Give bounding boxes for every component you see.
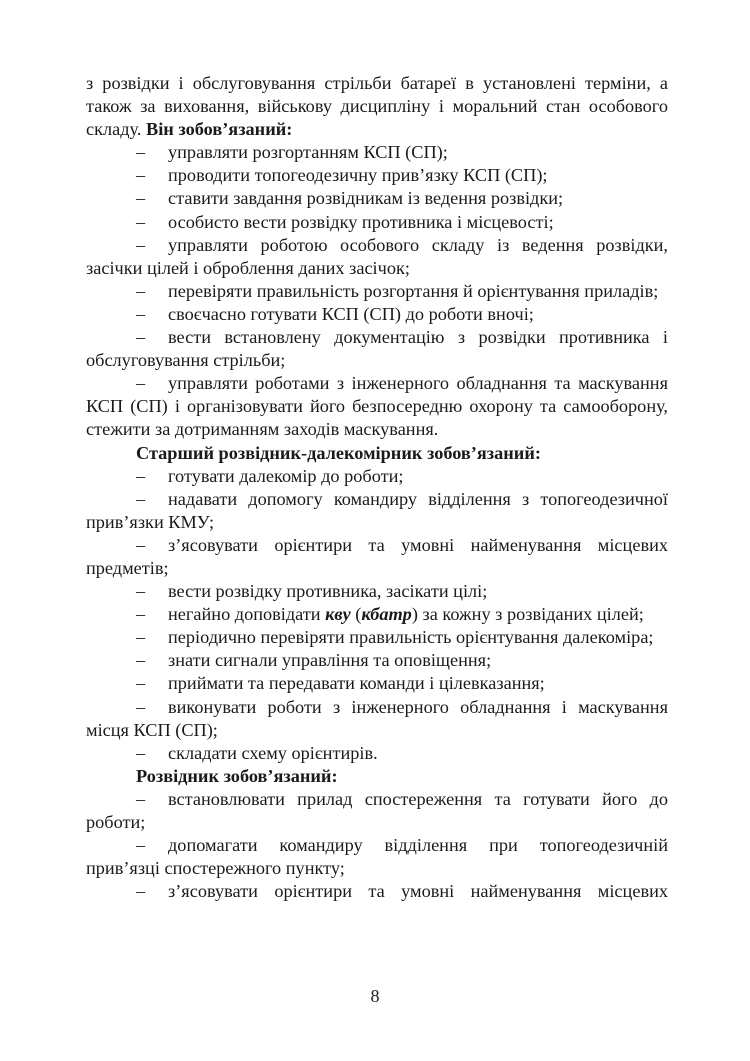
list-item bbox=[86, 164, 668, 187]
list-item bbox=[86, 742, 668, 765]
list-item-text: з’ясовувати орієнтири та умовні найменування місцевих bbox=[168, 881, 668, 902]
kvu-term: кву bbox=[325, 604, 351, 625]
dash-marker: – bbox=[136, 696, 146, 717]
dash-marker: – bbox=[136, 488, 146, 509]
dash-marker: – bbox=[136, 534, 146, 555]
list-item-text: управляти роботою особового складу із ведення розвідки, засічки цілей і оброблення даних засічок; bbox=[86, 234, 668, 278]
list-item bbox=[86, 534, 668, 580]
list-item-text: готувати далекомір до роботи; bbox=[168, 465, 404, 486]
page-number: 8 bbox=[370, 986, 380, 1006]
dash-marker: – bbox=[136, 327, 146, 348]
dash-marker: – bbox=[136, 788, 146, 809]
dash-marker: – bbox=[136, 165, 146, 186]
list-item-text: вести розвідку противника, засікати цілі; bbox=[168, 581, 488, 602]
list-item bbox=[86, 187, 668, 210]
list-item-text: проводити топогеодезичну прив’язку КСП (СП); bbox=[168, 165, 548, 186]
list-item-text: періодично перевіряти правильність орієнтування далекоміра; bbox=[168, 627, 654, 648]
list-item bbox=[86, 880, 668, 903]
intro-paragraph bbox=[86, 72, 668, 141]
list-item bbox=[86, 141, 668, 164]
list-item-text: вести встановлену документацію з розвідки противника і обслуговування стрільби; bbox=[86, 327, 668, 371]
dash-marker: – bbox=[136, 835, 146, 856]
list-item-text: управляти роботами з інженерного обладнання та маскування КСП (СП) і організовувати його безпосередню охорону та самооборону, стежити за дотриманням заходів маскування. bbox=[86, 373, 668, 440]
dash-marker: – bbox=[136, 465, 146, 486]
list-item bbox=[86, 649, 668, 672]
intro-text: з розвідки і обслуговування стрільби батареї в установлені терміни, а також за виховання, військову дисципліну і моральний стан особового складу. bbox=[86, 73, 668, 140]
dash-marker: – bbox=[136, 742, 146, 763]
dash-marker: – bbox=[136, 142, 146, 163]
senior-scout-heading: Старший розвідник-далекомірник зобов’язаний: bbox=[136, 442, 541, 463]
report-middle: ( bbox=[350, 604, 362, 625]
dash-marker: – bbox=[136, 373, 146, 394]
list-item bbox=[86, 211, 668, 234]
list-item-text: ставити завдання розвідникам із ведення розвідки; bbox=[168, 188, 564, 209]
list-item-text: встановлювати прилад спостереження та готувати його до роботи; bbox=[86, 788, 668, 832]
list-item bbox=[86, 696, 668, 742]
list-item-text: особисто вести розвідку противника і місцевості; bbox=[168, 211, 554, 232]
document-body bbox=[86, 72, 668, 903]
dash-marker: – bbox=[136, 211, 146, 232]
dash-marker: – bbox=[136, 280, 146, 301]
list-item-text: приймати та передавати команди і цілевказання; bbox=[168, 673, 545, 694]
list-item-text: знати сигнали управління та оповіщення; bbox=[168, 650, 492, 671]
list-item-text: допомагати командиру відділення при топогеодезичній прив’язці спостережного пункту; bbox=[86, 835, 668, 879]
list-item bbox=[86, 326, 668, 372]
list-item bbox=[86, 603, 668, 626]
list-item-text: складати схему орієнтирів. bbox=[168, 742, 378, 763]
dash-marker: – bbox=[136, 881, 146, 902]
report-after: ) за кожну з розвіданих цілей; bbox=[411, 604, 644, 625]
report-before: негайно доповідати bbox=[168, 604, 326, 625]
list-item-text: своєчасно готувати КСП (СП) до роботи вночі; bbox=[168, 303, 534, 324]
list-item bbox=[86, 788, 668, 834]
list-item bbox=[86, 580, 668, 603]
list-item-text: управляти розгортанням КСП (СП); bbox=[168, 142, 448, 163]
list-item bbox=[86, 372, 668, 441]
list-item-text: з’ясовувати орієнтири та умовні найменування місцевих предметів; bbox=[86, 534, 668, 578]
list-item bbox=[86, 672, 668, 695]
dash-marker: – bbox=[136, 627, 146, 648]
kbatr-term: кбатр bbox=[361, 604, 412, 625]
intro-bold: Він зобов’язаний: bbox=[146, 119, 293, 140]
list-item-text: надавати допомогу командиру відділення з топогеодезичної прив’язки КМУ; bbox=[86, 488, 668, 532]
scout-heading: Розвідник зобов’язаний: bbox=[136, 765, 338, 786]
list-item-text: виконувати роботи з інженерного обладнання і маскування місця КСП (СП); bbox=[86, 696, 668, 740]
list-item bbox=[86, 234, 668, 280]
dash-marker: – bbox=[136, 188, 146, 209]
list-item bbox=[86, 834, 668, 880]
list-item bbox=[86, 303, 668, 326]
list-item-text: перевіряти правильність розгортання й орієнтування приладів; bbox=[168, 280, 659, 301]
list-item bbox=[86, 626, 668, 649]
dash-marker: – bbox=[136, 650, 146, 671]
dash-marker: – bbox=[136, 604, 146, 625]
list-item bbox=[86, 488, 668, 534]
dash-marker: – bbox=[136, 303, 146, 324]
dash-marker: – bbox=[136, 673, 146, 694]
list-item bbox=[86, 280, 668, 303]
list-item bbox=[86, 465, 668, 488]
dash-marker: – bbox=[136, 234, 146, 255]
dash-marker: – bbox=[136, 581, 146, 602]
